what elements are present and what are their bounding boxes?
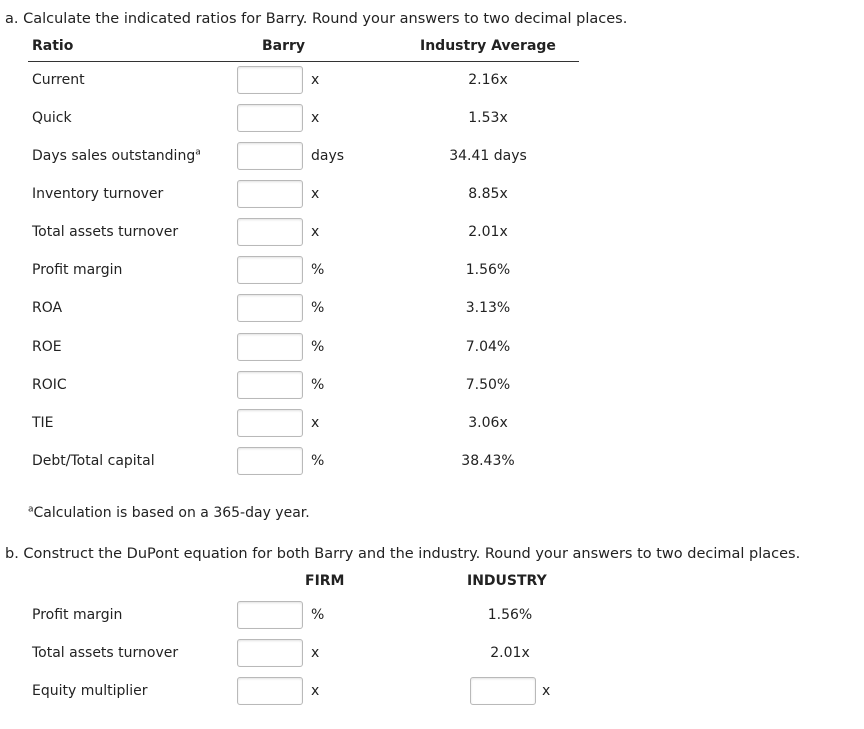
unit-profit-margin: % xyxy=(311,262,325,278)
industry-value-tie: 3.06x xyxy=(468,415,508,431)
barry-input-roe[interactable] xyxy=(237,333,303,361)
dupont-label-profit-margin: Profit margin xyxy=(32,607,123,623)
ratio-label-roe xyxy=(32,339,62,355)
ratio-label-text: ROE xyxy=(32,339,62,355)
barry-input-current[interactable] xyxy=(237,66,303,94)
barry-input-roic[interactable] xyxy=(237,371,303,399)
dupont-label-total-assets-turnover: Total assets turnover xyxy=(32,645,179,661)
barry-input-total-assets-turnover[interactable] xyxy=(237,218,303,246)
unit-roe: % xyxy=(311,339,325,355)
industry-value-inventory-turnover: 8.85x xyxy=(468,186,508,202)
barry-input-days-sales-outstanding[interactable] xyxy=(237,142,303,170)
unit-days-sales-outstanding: days xyxy=(311,148,345,164)
header-divider xyxy=(28,61,579,62)
header-barry: Barry xyxy=(262,38,306,54)
ratio-label-total-assets-turnover xyxy=(32,224,178,240)
barry-input-inventory-turnover[interactable] xyxy=(237,180,303,208)
industry-value-total-assets-turnover: 2.01x xyxy=(468,224,508,240)
industry-value-profit-margin: 1.56% xyxy=(487,607,533,623)
footnote-marker: a xyxy=(195,147,201,158)
ratio-label-tie xyxy=(32,415,54,431)
ratio-label-text: ROIC xyxy=(32,377,67,393)
industry-value-profit-margin: 1.56% xyxy=(465,262,511,278)
header-industry-average: Industry Average xyxy=(420,38,556,54)
ratio-label-days-sales-outstanding xyxy=(32,148,201,164)
unit-inventory-turnover: x xyxy=(311,186,320,202)
ratio-label-roa xyxy=(32,300,62,316)
unit-roa: % xyxy=(311,300,325,316)
barry-input-roa[interactable] xyxy=(237,294,303,322)
unit-profit-margin: % xyxy=(311,607,325,623)
ratio-label-text: Inventory turnover xyxy=(32,186,164,202)
ratio-label-text: TIE xyxy=(32,415,54,431)
footnote-marker: a xyxy=(28,504,34,515)
ratio-label-text: Total assets turnover xyxy=(32,224,179,240)
barry-input-profit-margin[interactable] xyxy=(237,256,303,284)
unit-quick: x xyxy=(311,110,320,126)
industry-input-equity-multiplier[interactable] xyxy=(470,677,536,705)
industry-value-roic: 7.50% xyxy=(465,377,511,393)
ratio-label-quick xyxy=(32,110,72,126)
header-ratio: Ratio xyxy=(32,38,74,54)
ratio-label-text: Quick xyxy=(32,110,72,126)
footnote-text: Calculation is based on a 365-day year. xyxy=(33,505,310,521)
ratio-label-text: Profit margin xyxy=(32,262,123,278)
firm-input-profit-margin[interactable] xyxy=(237,601,303,629)
ratio-label-profit-margin xyxy=(32,262,122,278)
industry-value-days-sales-outstanding: 34.41 days xyxy=(449,148,527,164)
unit-current: x xyxy=(311,72,320,88)
ratio-label-inventory-turnover xyxy=(32,186,163,202)
firm-input-total-assets-turnover[interactable] xyxy=(237,639,303,667)
header-firm: FIRM xyxy=(305,573,345,589)
unit-tie: x xyxy=(311,415,320,431)
ratio-label-text: ROA xyxy=(32,300,63,316)
industry-value-roa: 3.13% xyxy=(465,300,511,316)
industry-value-total-assets-turnover: 2.01x xyxy=(490,645,530,661)
dupont-label-equity-multiplier: Equity multiplier xyxy=(32,683,148,699)
industry-value-roe: 7.04% xyxy=(465,339,511,355)
footnote xyxy=(28,505,310,521)
ratio-label-text: Debt/Total capital xyxy=(32,453,155,469)
header-industry: INDUSTRY xyxy=(467,573,547,589)
ratio-label-text: Days sales outstanding xyxy=(32,148,196,164)
part-a-question: a. Calculate the indicated ratios for Barry. Round your answers to two decimal places. xyxy=(5,11,628,27)
industry-unit-equity-multiplier: x xyxy=(542,683,551,699)
barry-input-quick[interactable] xyxy=(237,104,303,132)
part-b-question: b. Construct the DuPont equation for both Barry and the industry. Round your answers to two decimal places. xyxy=(5,546,801,562)
ratio-label-current xyxy=(32,72,85,88)
barry-input-debt-total-capital[interactable] xyxy=(237,447,303,475)
ratio-label-text: Current xyxy=(32,72,85,88)
unit-equity-multiplier: x xyxy=(311,683,320,699)
industry-value-quick: 1.53x xyxy=(468,110,508,126)
unit-total-assets-turnover: x xyxy=(311,224,320,240)
unit-roic: % xyxy=(311,377,325,393)
industry-value-debt-total-capital: 38.43% xyxy=(461,453,515,469)
firm-input-equity-multiplier[interactable] xyxy=(237,677,303,705)
ratio-label-debt-total-capital xyxy=(32,453,155,469)
industry-value-current: 2.16x xyxy=(468,72,508,88)
unit-debt-total-capital: % xyxy=(311,453,325,469)
barry-input-tie[interactable] xyxy=(237,409,303,437)
unit-total-assets-turnover: x xyxy=(311,645,320,661)
ratio-label-roic xyxy=(32,377,67,393)
